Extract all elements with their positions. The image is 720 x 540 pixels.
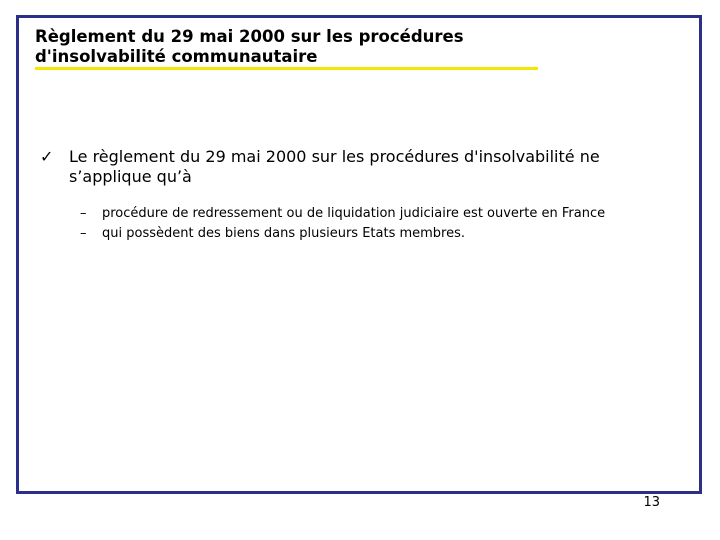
slide-frame [16, 15, 702, 494]
main-bullet [40, 147, 660, 187]
page-number: 13 [643, 495, 660, 510]
slide-title: Règlement du 29 mai 2000 sur les procédures d'insolvabilité communautaire [35, 27, 464, 66]
dash-marker: – [80, 206, 87, 221]
sub-bullet-text: procédure de redressement ou de liquidation judiciaire est ouverte en France [102, 206, 606, 221]
check-icon: ✓ [40, 147, 54, 166]
dash-marker: – [80, 226, 87, 241]
main-bullet-text: Le règlement du 29 mai 2000 sur les procédures d'insolvabilité ne s’applique qu’à [69, 147, 600, 186]
title-underline [35, 67, 538, 70]
sub-bullet-text: qui possèdent des biens dans plusieurs Etats membres. [102, 226, 466, 241]
sub-bullet-item [80, 206, 640, 222]
sub-bullet-item [80, 226, 640, 242]
sub-bullet-list [80, 206, 640, 246]
